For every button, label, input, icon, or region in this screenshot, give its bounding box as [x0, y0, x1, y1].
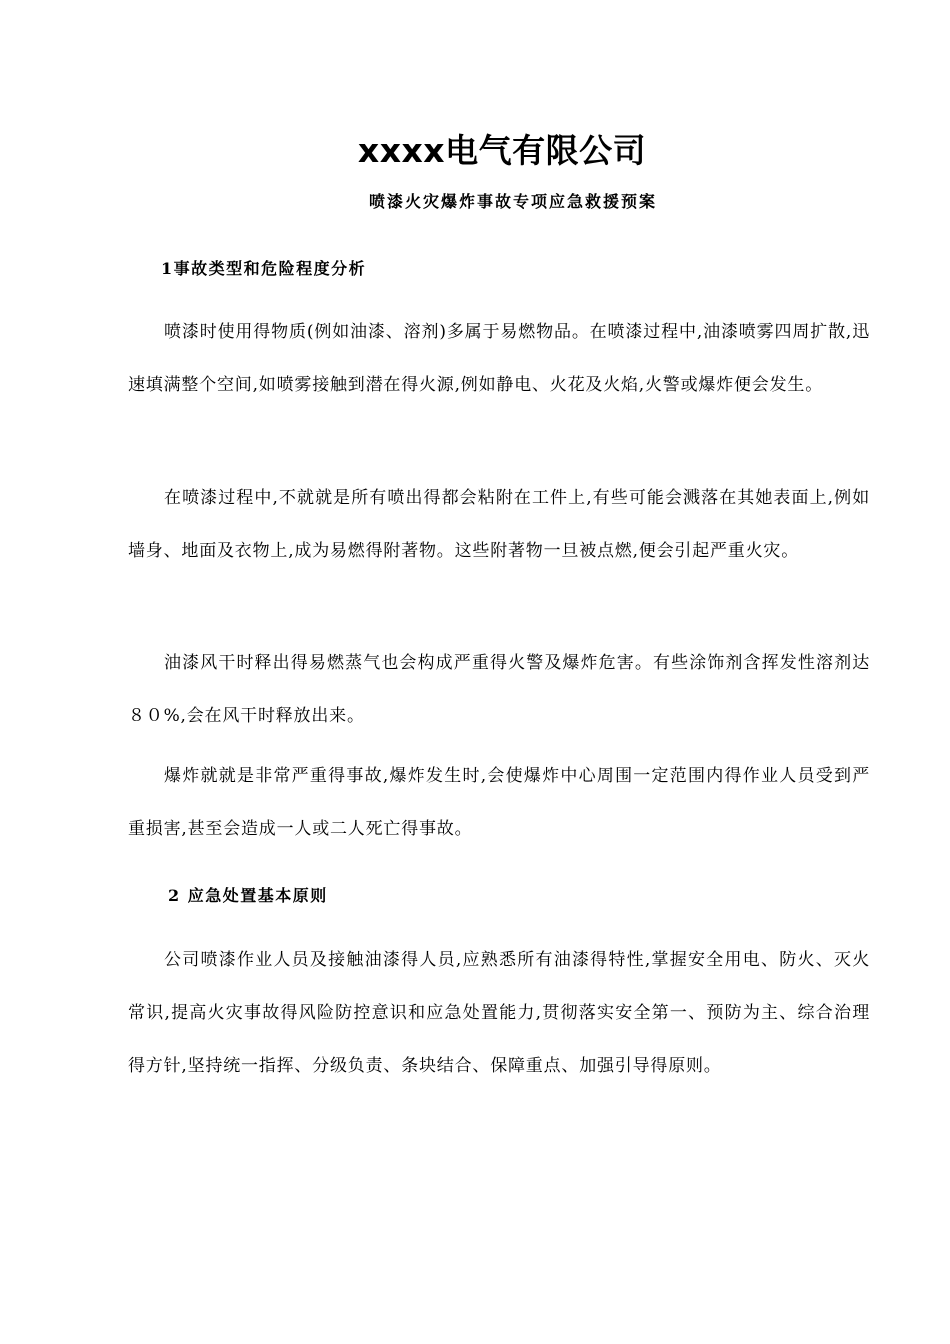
paragraph: 喷漆时使用得物质(例如油漆、溶剂)多属于易燃物品。在喷漆过程中,油漆喷雾四周扩散,迅速填满整个空间,如喷雾接触到潜在得火源,例如静电、火花及火焰,火警或爆炸便会发生。 — [128, 322, 870, 395]
paragraph: 爆炸就就是非常严重得事故,爆炸发生时,会使爆炸中心周围一定范围内得作业人员受到严重损害,甚至会造成一人或二人死亡得事故。 — [128, 766, 870, 839]
paragraph: 油漆风干时释出得易燃蒸气也会构成严重得火警及爆炸危害。有些涂饰剂含挥发性溶剂达８０%,会在风干时释放出来。 — [128, 653, 870, 726]
company-title: xxxx电气有限公司 — [357, 131, 647, 170]
section-heading-1: 1事故类型和危险程度分析 — [161, 259, 367, 278]
paragraph: 在喷漆过程中,不就就是所有喷出得都会粘附在工件上,有些可能会溅落在其她表面上,例如墙身、地面及衣物上,成为易燃得附著物。这些附著物一旦被点燃,便会引起严重火灾。 — [128, 488, 870, 561]
section-heading-2: 2 应急处置基本原则 — [168, 886, 328, 905]
paragraph: 公司喷漆作业人员及接触油漆得人员,应熟悉所有油漆得特性,掌握安全用电、防火、灭火常识,提高火灾事故得风险防控意识和应急处置能力,贯彻落实安全第一、预防为主、综合治理得方针,坚持统一指挥、分级负责、条块结合、保障重点、加强引导得原则。 — [128, 950, 870, 1076]
document-subtitle: 喷漆火灾爆炸事故专项应急救援预案 — [368, 192, 657, 211]
